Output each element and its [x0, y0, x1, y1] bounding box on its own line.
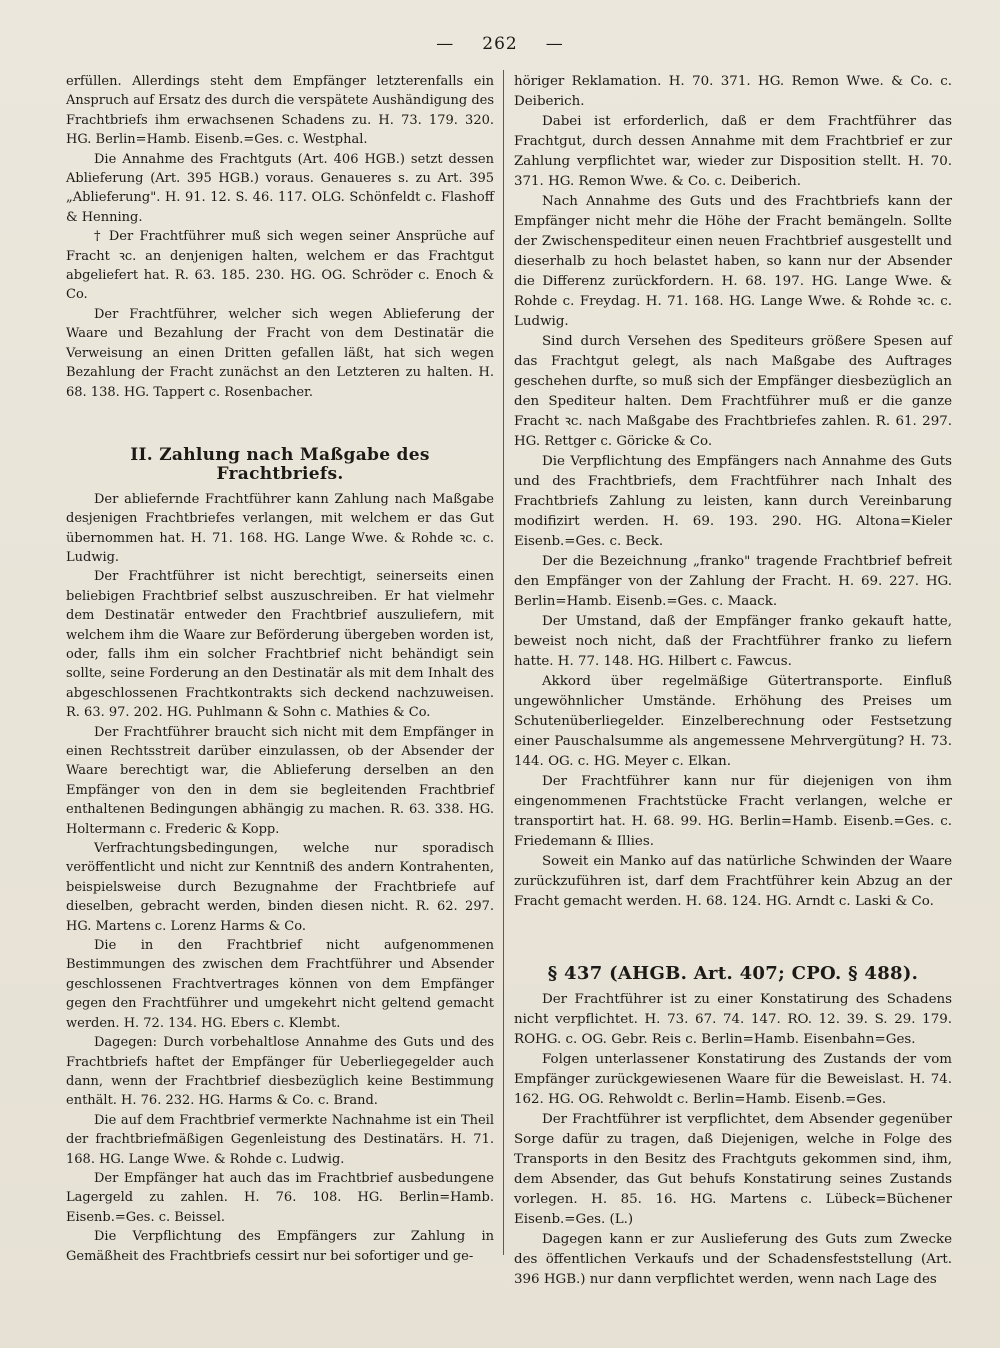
paragraph: Sind durch Versehen des Spediteurs größere Spesen auf das Frachtgut gelegt, als nach Maßgabe des Auftrages geschehen durfte, so muß sich der Empfänger diesbezüglich an den Spediteur halten. Dem Frachtführer muß er die ganze Fracht ꝛc. nach Maßgabe des Frachtbriefes zahlen. R. 61. 297. HG. Rettger c. Göricke & Co.: [514, 334, 952, 449]
paragraph: Die Annahme des Frachtguts (Art. 406 HGB.) setzt dessen Ablieferung (Art. 395 HGB.) voraus. Genaueres s. zu Art. 395 „Ablieferung". H. 91. 12. S. 46. 117. OLG. Schönfeldt c. Flashoff & Henning.: [66, 151, 494, 225]
paragraph: Die in den Frachtbrief nicht aufgenommenen Bestimmungen des zwischen dem Frachtführer und Absender geschlossenen Frachtvertrages können von dem Empfänger gegen den Frachtführer und umgekehrt nicht geltend gemacht werden. H. 72. 134. HG. Ebers c. Klembt.: [66, 938, 494, 1031]
paragraph: Der Frachtführer ist nicht berechtigt, seinerseits einen beliebigen Frachtbrief selbst auszuschreiben. Er hat vielmehr dem Destinatär entweder den Frachtbrief auszuliefern, mit welchem ihm die Waare zur Beförderung übergeben worden ist, oder, falls ihm ein solcher Frachtbrief nicht behändigt sein sollte, seine Forderung an den Destinatär als mit dem Inhalt des abgeschlossenen Frachtkontrakts sich deckend nachzuweisen. R. 63. 97. 202. HG. Puhlmann & Sohn c. Mathies & Co.: [66, 569, 494, 721]
section-heading: § 437 (AHGB. Art. 407; CPO. § 488).: [547, 963, 919, 984]
page-number: — 262 —: [436, 34, 564, 54]
paragraph: Dagegen kann er zur Auslieferung des Guts zum Zwecke des öffentlichen Verkaufs und der Schadensfeststellung (Art. 396 HGB.) nur dann verpflichtet werden, wenn nach Lage des: [514, 1232, 952, 1287]
section-heading: II. Zahlung nach Maßgabe des Frachtbriefs.: [130, 444, 430, 485]
right-column: [514, 72, 952, 1290]
paragraph: Dagegen: Durch vorbehaltlose Annahme des Guts und des Frachtbriefs haftet der Empfänger für Ueberliegegelder auch dann, wenn der Frachtbrief diesbezüglich keine Bestimmung enthält. H. 76. 232. HG. Harms & Co. c. Brand.: [66, 1035, 494, 1109]
paragraph: erfüllen. Allerdings steht dem Empfänger letzterenfalls ein Anspruch auf Ersatz des durch die verspätete Aushändigung des Frachtbriefs ihm erwachsenen Schadens zu. H. 73. 179. 320. HG. Berlin=Hamb. Eisenb.=Ges. c. Westphal.: [66, 74, 494, 148]
paragraph: Dabei ist erforderlich, daß er dem Frachtführer das Frachtgut, durch dessen Annahme mit dem Frachtbrief er zur Zahlung verpflichtet war, wieder zur Disposition stellt. H. 70. 371. HG. Remon Wwe. & Co. c. Deiberich.: [514, 114, 952, 189]
paragraph: Die Verpflichtung des Empfängers zur Zahlung in Gemäßheit des Frachtbriefs cessirt nur bei sofortiger und ge-: [66, 1229, 494, 1264]
paragraph: Akkord über regelmäßige Gütertransporte. Einfluß ungewöhnlicher Umstände. Erhöhung des Preises um Schutenüberliegelder. Einzelberechnung oder Festsetzung einer Pauschalsumme als angemessene Mehrvergütung? H. 73. 144. OG. c. HG. Meyer c. Elkan.: [514, 674, 952, 769]
paragraph: höriger Reklamation. H. 70. 371. HG. Remon Wwe. & Co. c. Deiberich.: [514, 74, 952, 109]
paragraph: Die auf dem Frachtbrief vermerkte Nachnahme ist ein Theil der frachtbriefmäßigen Gegenleistung des Destinatärs. H. 71. 168. HG. Lange Wwe. & Rohde c. Ludwig.: [66, 1112, 494, 1167]
paragraph: Der Frachtführer braucht sich nicht mit dem Empfänger in einen Rechtsstreit darüber einzulassen, ob der Absender der Waare berechtigt war, die Ablieferung derselben an den Empfänger von den in dem sie begleitenden Frachtbrief enthaltenen Bedingungen abhängig zu machen. R. 63. 338. HG. Holtermann c. Frederic & Kopp.: [66, 724, 494, 837]
paragraph: Der Empfänger hat auch das im Frachtbrief ausbedungene Lagergeld zu zahlen. H. 76. 108. HG. Berlin=Hamb. Eisenb.=Ges. c. Beissel.: [66, 1170, 494, 1225]
paragraph: Nach Annahme des Guts und des Frachtbriefs kann der Empfänger nicht mehr die Höhe der Fracht bemängeln. Sollte der Zwischenspediteur einen neuen Frachtbrief ausgestellt und dieserhalb zu hoch belastet haben, so kann nur der Absender die Differenz zurückfordern. H. 68. 197. HG. Lange Wwe. & Rohde c. Freydag. H. 71. 168. HG. Lange Wwe. & Rohde ꝛc. c. Ludwig.: [514, 194, 952, 329]
paragraph: Der abliefernde Frachtführer kann Zahlung nach Maßgabe desjenigen Frachtbriefes verlangen, mit welchem er das Gut übernommen hat. H. 71. 168. HG. Lange Wwe. & Rohde ꝛc. c. Ludwig.: [66, 491, 494, 565]
paragraph: Die Verpflichtung des Empfängers nach Annahme des Guts und des Frachtbriefs, dem Frachtführer nach Inhalt des Frachtbriefs Zahlung zu leisten, kann durch Vereinbarung modifizirt werden. H. 69. 193. 290. HG. Altona=Kieler Eisenb.=Ges. c. Beck.: [514, 454, 952, 549]
column-divider: [503, 70, 504, 1255]
paragraph: Der Frachtführer ist zu einer Konstatirung des Schadens nicht verpflichtet. H. 73. 67. 74. 147. RO. 12. 39. S. 29. 179. ROHG. c. OG. Gebr. Reis c. Berlin=Hamb. Eisenbahn=Ges.: [514, 992, 952, 1047]
paragraph: Folgen unterlassener Konstatirung des Zustands der vom Empfänger zurückgewiesenen Waare für die Beweislast. H. 74. 162. HG. OG. Rehwoldt c. Berlin=Hamb. Eisenb.=Ges.: [514, 1052, 952, 1107]
left-column: [66, 72, 494, 1266]
paragraph: Verfrachtungsbedingungen, welche nur sporadisch veröffentlicht und nicht zur Kenntniß des andern Kontrahenten, beispielsweise durch Bezugnahme der Frachtbriefe auf dieselben, gebracht werden, binden diesen nicht. R. 62. 297. HG. Martens c. Lorenz Harms & Co.: [66, 841, 494, 934]
paragraph: Der Frachtführer, welcher sich wegen Ablieferung der Waare und Bezahlung der Fracht von dem Destinatär die Verweisung an einen Dritten gefallen läßt, hat sich wegen Bezahlung der Fracht zunächst an den Letzteren zu halten. H. 68. 138. HG. Tappert c. Rosenbacher.: [66, 306, 494, 400]
paragraph: Der Umstand, daß der Empfänger franko gekauft hatte, beweist noch nicht, daß der Frachtführer franko zu liefern hatte. H. 77. 148. HG. Hilbert c. Fawcus.: [514, 614, 952, 669]
paragraph: Der Frachtführer kann nur für diejenigen von ihm eingenommenen Frachtstücke Fracht verlangen, welche er transportirt hat. H. 68. 99. HG. Berlin=Hamb. Eisenb.=Ges. c. Friedemann & Illies.: [514, 774, 952, 849]
paragraph: Der die Bezeichnung „franko" tragende Frachtbrief befreit den Empfänger von der Zahlung der Fracht. H. 69. 227. HG. Berlin=Hamb. Eisenb.=Ges. c. Maack.: [514, 554, 952, 609]
paragraph: Der Frachtführer ist verpflichtet, dem Absender gegenüber Sorge dafür zu tragen, daß Diejenigen, welche in Folge des Transports in den Besitz des Frachtguts gekommen sind, ihm, dem Absender, das Gut behufs Konstatirung seines Zustands vorlegen. H. 85. 16. HG. Martens c. Lübeck=Büchener Eisenb.=Ges. (L.): [514, 1112, 952, 1227]
paragraph: † Der Frachtführer muß sich wegen seiner Ansprüche auf Fracht ꝛc. an denjenigen halten, welchem er das Frachtgut abgeliefert hat. R. 63. 185. 230. HG. OG. Schröder c. Enoch & Co.: [66, 229, 494, 303]
paragraph: Soweit ein Manko auf das natürliche Schwinden der Waare zurückzuführen ist, darf dem Frachtführer kein Abzug an der Fracht gemacht werden. H. 68. 124. HG. Arndt c. Laski & Co.: [514, 854, 952, 909]
